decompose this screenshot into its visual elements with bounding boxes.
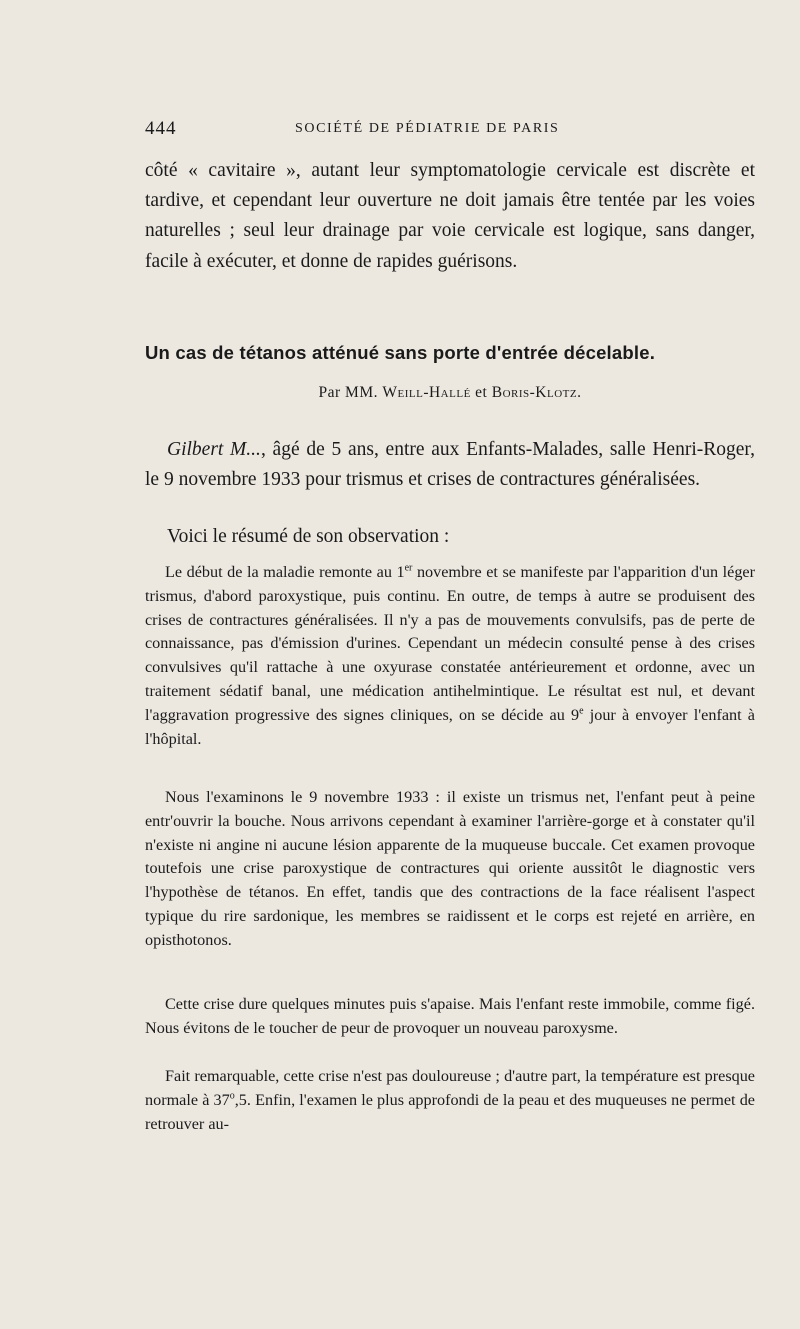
article-authors — [0, 384, 800, 402]
observation-paragraph-3: Cette crise dure quelques minutes puis s'apaise. Mais l'enfant reste immobile, comme figé. Nous évitons de le toucher de peur de provoquer un nouveau paroxysme. — [145, 995, 755, 1037]
page-header — [145, 118, 745, 142]
case-paragraph — [145, 435, 755, 495]
obs-p1-sup2: e — [579, 705, 584, 717]
page-number: 444 — [145, 118, 177, 139]
obs-p1-after: novembre et se manifeste par l'apparition d'un léger trismus, d'abord paroxystique, puis continu. En outre, de temps à autre se produisent des crises de contractures généralisées. Il n'y a pas de mouvements convulsifs, pas de perte de connaissance, pas d'émission d'urines. Cependant un médecin consulté pense à des crises convulsives qu'il rattache à une oxyurase constatée antérieurement et ordonne, avec un traitement sédatif banal, une médication antihelmintique. Le résultat est nul, et devant l'aggravation progressive des signes cliniques, on se décide au 9 — [145, 563, 756, 724]
summary-intro: Voici le résumé de son observation : — [167, 526, 450, 547]
obs-p1-sup: er — [404, 562, 413, 574]
intro-paragraph: côté « cavitaire », autant leur symptomatologie cervicale est discrète et tardive, et cependant leur ouverture ne doit jamais être tentée par les voies naturelles ; seul leur drainage par voie cervicale est logique, sans danger, facile à exécuter, et donne de rapides guérisons. — [145, 160, 755, 272]
running-head: SOCIÉTÉ DE PÉDIATRIE DE PARIS — [295, 121, 560, 136]
obs-p4-after: ,5. Enfin, l'examen le plus approfondi de la peau et des muqueuses ne permet de retrouver au- — [145, 1090, 755, 1133]
observation-paragraph-2: Nous l'examinons le 9 novembre 1933 : il existe un trismus net, l'enfant peut à peine entr'ouvrir la bouche. Nous arrivons cependant à examiner l'arrière-gorge et à constater qu'il n'existe ni angine ni aucune lésion apparente de la muqueuse buccale. Cet examen provoque toutefois une crise paroxystique de contractures qui oriente aussitôt le diagnostic vers l'hypothèse de tétanos. En effet, tandis que des contractions de la face réalisent l'aspect typique du rire sardonique, les membres se raidissent et le corps est rejeté en arrière, en opisthotonos. — [145, 788, 755, 949]
author-weill-halle: Weill-Hallé — [382, 384, 471, 401]
patient-name: Gilbert M... — [167, 439, 261, 460]
authors-prefix: Par MM. — [318, 384, 378, 401]
obs-p4-before: Fait remarquable, cette crise n'est pas douloureuse ; d'autre part, la température est presque normale à 37 — [145, 1067, 755, 1109]
observation-paragraph-4 — [145, 1065, 755, 1136]
obs-p1-before: Le début de la maladie remonte au 1 — [165, 563, 405, 581]
obs-p1-end: jour à envoyer l'enfant à l'hôpital. — [145, 705, 755, 748]
obs-p4-sup: o — [229, 1090, 235, 1102]
author-boris-klotz: Boris-Klotz. — [491, 384, 582, 401]
observation-paragraph-1 — [145, 561, 755, 751]
authors-conjunction: et — [475, 384, 488, 401]
case-text: , âgé de 5 ans, entre aux Enfants-Malades, salle Henri-Roger, le 9 novembre 1933 pour trismus et crises de contractures généralisées. — [145, 439, 755, 491]
article-title: Un cas de tétanos atténué sans porte d'entrée décelable. — [144, 342, 656, 363]
